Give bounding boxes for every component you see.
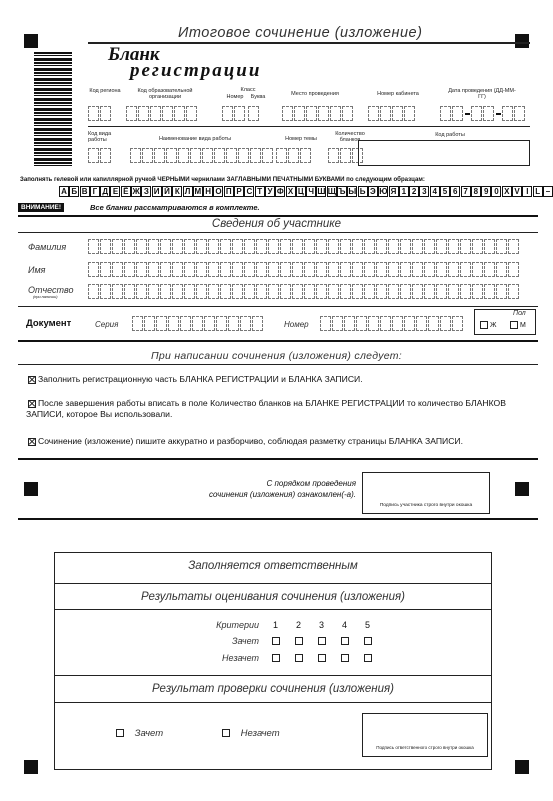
sample-char: Т [255,186,265,197]
letter-cell[interactable] [88,262,99,277]
corner-marker-top-right [515,34,529,48]
sample-char: 1 [399,186,409,197]
pass-criterion-5-checkbox[interactable] [364,637,372,645]
surname-cells[interactable] [88,239,520,254]
responsible-signature-box[interactable] [362,713,488,757]
pass-criterion-3-checkbox[interactable] [318,637,326,645]
letter-cell[interactable] [472,239,483,254]
letter-cell[interactable] [100,284,111,299]
fail-criterion-4-checkbox[interactable] [341,654,349,662]
label-patronymic: Отчество [28,285,74,295]
sample-char: I [522,186,532,197]
sample-char: Б [69,186,79,197]
rules-title-divider [18,364,538,365]
letter-cell[interactable] [256,284,267,299]
sample-char: 6 [450,186,460,197]
sample-char: Я [389,186,399,197]
letter-cell[interactable] [388,262,399,277]
letter-cell[interactable] [484,239,495,254]
letter-cell[interactable] [196,262,207,277]
letter-cell[interactable] [184,262,195,277]
label-series: Серия [95,320,119,329]
letter-cell[interactable] [460,262,471,277]
work-code-box[interactable] [358,140,530,166]
checked-box-icon [28,400,36,408]
letter-cell[interactable] [400,284,411,299]
label-work-type-name: Наименование вида работы [158,136,232,142]
sex-male-option[interactable] [508,321,526,329]
sample-char: 4 [430,186,440,197]
letter-cell[interactable] [448,239,459,254]
check-fail-checkbox[interactable] [222,729,230,737]
sample-char: Ц [296,186,306,197]
letter-cell[interactable] [112,239,123,254]
checked-box-icon [28,376,36,384]
corner-marker-mid-right [515,482,529,496]
letter-cell[interactable] [184,284,195,299]
letter-cell[interactable] [328,262,339,277]
class-number-cells[interactable] [222,106,246,121]
letter-cell[interactable] [88,284,99,299]
sample-char: А [59,186,69,197]
sample-char: Й [162,186,172,197]
letter-cell[interactable] [352,239,363,254]
responsible-signature-label: Подпись ответственного строго внутри окошка [376,745,474,750]
letter-cell[interactable] [376,262,387,277]
participant-section-title: Сведения об участнике [211,218,342,230]
letter-cell[interactable] [508,284,519,299]
criteria-divider [54,609,492,610]
letter-cell[interactable] [148,284,159,299]
sample-char: С [244,186,254,197]
sample-char: В [80,186,90,197]
attention-text: Все бланки рассматриваются в комплекте. [90,203,260,212]
letter-cell[interactable] [112,262,123,277]
fail-criterion-2-checkbox[interactable] [295,654,303,662]
letter-cell[interactable] [424,284,435,299]
label-region-code: Код региона [89,88,121,94]
letter-cell[interactable] [412,239,423,254]
results-row [54,583,492,609]
topic-number-cells[interactable] [276,148,312,163]
letter-cell[interactable] [172,284,183,299]
place-cells[interactable] [282,106,354,121]
participant-top-divider [18,215,538,217]
label-work-type-code: Код вида работы [88,131,112,143]
letter-cell[interactable] [184,239,195,254]
patronymic-cells[interactable] [88,284,520,299]
letter-cell[interactable] [100,262,111,277]
letter-cell[interactable] [352,284,363,299]
letter-cell[interactable] [220,284,231,299]
letter-cell[interactable] [172,239,183,254]
letter-cell[interactable] [388,284,399,299]
ack-bottom-divider [18,518,538,520]
document-divider [18,306,538,307]
rule-item-1: Заполнить регистрационную часть БЛАНКА РЕГИСТРАЦИИ и БЛАНКА ЗАПИСИ. [26,374,536,385]
criteria-block [190,618,379,666]
criterion-4-label: 4 [341,620,347,630]
sample-char: Ъ [338,187,346,196]
fail-criterion-3-checkbox[interactable] [318,654,326,662]
sample-char: Ш [317,187,326,196]
sample-char: Ь [358,186,368,197]
sample-char: 9 [481,186,491,197]
label-surname: Фамилия [28,242,67,252]
letter-cell[interactable] [304,239,315,254]
sample-char: У [265,186,275,197]
label-male: М [520,321,526,329]
letter-cell[interactable] [160,284,171,299]
letter-cell[interactable] [244,262,255,277]
letter-cell[interactable] [508,239,519,254]
corner-marker-bottom-left [24,760,38,774]
series-cells[interactable] [132,316,264,331]
sample-char: Ч [306,186,316,197]
letter-cell[interactable] [160,262,171,277]
corner-marker-bottom-right [515,760,529,774]
sample-char: X [502,186,512,197]
date-dash-2 [496,113,501,115]
letter-cell[interactable] [340,262,351,277]
region-code-cells[interactable] [88,106,112,121]
letter-cell[interactable] [220,262,231,277]
sample-char: Ж [132,187,140,196]
date-cells[interactable] [440,106,526,121]
rules-title: При написании сочинения (изложения) следует: [150,350,403,362]
attention-badge: ВНИМАНИЕ! [18,203,64,212]
room-cells[interactable] [368,106,416,121]
letter-cell[interactable] [436,284,447,299]
sample-char: 3 [419,186,429,197]
letter-cell[interactable] [328,284,339,299]
letter-cell[interactable] [400,262,411,277]
work-type-code-cells[interactable] [88,148,112,163]
criterion-5-label: 5 [364,620,370,630]
sample-char: 5 [440,186,450,197]
letter-cell[interactable] [316,262,327,277]
sample-char: 2 [409,186,419,197]
sample-char: Х [286,186,296,197]
pass-criterion-2-checkbox[interactable] [295,637,303,645]
label-class-letter: Буква [250,94,266,100]
letter-cell[interactable] [280,239,291,254]
label-place: Место проведения [291,91,339,97]
label-check-fail: Незачет [240,728,280,739]
letter-cell[interactable] [88,239,99,254]
label-number: Номер [284,320,309,329]
letter-cell[interactable] [412,284,423,299]
letter-cell[interactable] [424,262,435,277]
sample-char: Г [90,186,100,197]
sample-char: Ё [121,186,131,197]
sample-char: Д [100,186,110,197]
sample-char: З [141,186,151,197]
check-fail-option[interactable] [220,728,280,739]
letter-cell[interactable] [376,239,387,254]
work-type-name-cells[interactable] [130,148,274,163]
letter-cell[interactable] [400,239,411,254]
sample-char: О [215,187,222,196]
sample-char: – [543,186,553,197]
results-title: Результаты оценивания сочинения (изложения) [140,591,406,603]
letter-cell[interactable] [448,262,459,277]
letter-cell[interactable] [148,262,159,277]
letter-cell[interactable] [316,284,327,299]
sex-female-option[interactable] [478,321,496,329]
blank-title-line1: Бланк [108,44,160,65]
letter-cell[interactable] [328,239,339,254]
sample-char: Н [203,186,213,197]
check-title: Результат проверки сочинения (изложения) [152,683,394,695]
letter-cell[interactable] [160,239,171,254]
label-document: Документ [26,318,72,329]
ack-line-1: С порядком проведения [266,479,356,488]
sample-char: 0 [491,186,501,197]
letter-cell[interactable] [496,284,507,299]
responsible-title: Заполняется ответственным [188,560,358,572]
letter-cell[interactable] [472,284,483,299]
letter-cell[interactable] [256,262,267,277]
letter-cell[interactable] [220,239,231,254]
letter-cell[interactable] [340,284,351,299]
label-work-code: Код работы [435,132,465,138]
label-fail-row: Незачет [222,652,259,663]
sample-char: Ю [379,187,388,196]
letter-cell[interactable] [208,239,219,254]
letter-cell[interactable] [436,262,447,277]
rule-item-3: Сочинение (изложение) пишите аккуратно и разборчиво, соблюдая разметку страницы БЛАНКА ЗАПИСИ. [26,436,536,447]
sample-char: Р [234,186,244,197]
letter-cell[interactable] [244,239,255,254]
label-room: Номер кабинета [377,91,419,97]
label-check-pass: Зачет [134,728,164,739]
org-code-cells[interactable] [126,106,198,121]
letter-cell[interactable] [292,239,303,254]
letter-cell[interactable] [496,239,507,254]
letter-cell[interactable] [484,262,495,277]
letter-cell[interactable] [232,284,243,299]
male-checkbox[interactable] [510,321,518,329]
label-pass-row: Зачет [232,635,259,646]
participant-signature-label: Подпись участника строго внутри окошка [379,503,473,508]
letter-cell[interactable] [448,284,459,299]
fail-criterion-5-checkbox[interactable] [364,654,372,662]
label-blanks-count: Количество бланков [335,131,365,143]
letter-cell[interactable] [376,284,387,299]
letter-cell[interactable] [280,262,291,277]
letter-cell[interactable] [136,284,147,299]
letter-cell[interactable] [124,284,135,299]
number-cells[interactable] [320,316,464,331]
letter-cell[interactable] [364,284,375,299]
letter-cell[interactable] [208,284,219,299]
letter-cell[interactable] [268,284,279,299]
letter-cell[interactable] [196,284,207,299]
sample-char: М [194,187,202,196]
participant-title-divider [18,232,538,233]
letter-cell[interactable] [136,262,147,277]
letter-cell[interactable] [124,262,135,277]
criterion-2-label: 2 [295,620,301,630]
letter-cell[interactable] [352,262,363,277]
label-criteria: Критерии [216,620,259,630]
criterion-1-label: 1 [272,620,278,630]
sample-instruction: Заполнять гелевой или капиллярной ручкой ЧЕРНЫМИ чернилами ЗАГЛАВНЫМИ ПЕЧАТНЫМИ БУКВАМИ по следующим образцам: [20,176,425,183]
sample-char: 7 [461,186,471,197]
letter-cell[interactable] [460,239,471,254]
label-org-code: Код образовательной организации [137,88,193,100]
letter-cell[interactable] [268,239,279,254]
sample-char: И [152,186,162,197]
letter-cell[interactable] [100,239,111,254]
sample-char: К [172,186,182,197]
letter-cell[interactable] [412,262,423,277]
check-pass-option[interactable] [114,728,163,739]
letter-cell[interactable] [436,239,447,254]
label-topic-number: Номер темы [285,136,317,142]
letter-cell[interactable] [256,239,267,254]
letter-cell[interactable] [112,284,123,299]
letter-cell[interactable] [148,239,159,254]
letter-cell[interactable] [232,262,243,277]
pass-criterion-4-checkbox[interactable] [341,637,349,645]
rule-item-2: После завершения работы вписать в поле Количество бланков на БЛАНКЕ РЕГИСТРАЦИИ то количество БЛАНКОВ ЗАПИСИ, которое Вы использовали. [26,398,506,419]
corner-marker-mid-left [24,482,38,496]
form-title: Итоговое сочинение (изложение) [178,25,423,41]
class-letter-cells[interactable] [248,106,260,121]
letter-cell[interactable] [124,239,135,254]
letter-cell[interactable] [472,262,483,277]
fail-criterion-1-checkbox[interactable] [272,654,280,662]
sample-char: Щ [327,187,336,196]
sample-char: Ы [348,187,357,196]
letter-cell[interactable] [268,262,279,277]
label-name: Имя [28,265,46,275]
label-date: Дата проведения (ДД-ММ-ГГ) [448,88,516,100]
label-sex: Пол [513,310,526,317]
letter-cell[interactable] [172,262,183,277]
sample-char: Л [183,186,193,197]
blank-title-line2: регистрации [130,60,262,81]
date-dash-1 [465,113,470,115]
barcode [34,52,72,166]
pass-criterion-1-checkbox[interactable] [272,637,280,645]
sample-characters [59,186,553,197]
check-pass-checkbox[interactable] [116,729,124,737]
letter-cell[interactable] [304,262,315,277]
letter-cell[interactable] [364,262,375,277]
check-divider [54,702,492,703]
letter-cell[interactable] [292,262,303,277]
sample-char: Ф [276,187,284,196]
letter-cell[interactable] [460,284,471,299]
female-checkbox[interactable] [480,321,488,329]
corner-marker-top-left [24,34,38,48]
sample-char: Э [368,186,378,197]
ack-line-2: сочинения (изложения) ознакомлен(-а). [209,490,356,499]
ack-top-divider [18,458,538,460]
checked-box-icon [28,438,36,446]
letter-cell[interactable] [136,239,147,254]
sample-char: V [512,186,522,197]
letter-cell[interactable] [196,239,207,254]
letter-cell[interactable] [232,239,243,254]
letter-cell[interactable] [304,284,315,299]
sample-char: L [533,186,543,197]
letter-cell[interactable] [292,284,303,299]
criterion-3-label: 3 [318,620,324,630]
sample-char: П [224,186,234,197]
letter-cell[interactable] [340,239,351,254]
letter-cell[interactable] [208,262,219,277]
label-class: Класс [240,87,256,93]
sample-char: 8 [471,186,481,197]
name-cells[interactable] [88,262,520,277]
row-divider [88,126,530,127]
sample-char: Е [110,186,120,197]
label-female: Ж [490,321,497,329]
letter-cell[interactable] [496,262,507,277]
label-class-number: Номер [226,94,244,100]
letter-cell[interactable] [508,262,519,277]
letter-cell[interactable] [424,239,435,254]
letter-cell[interactable] [316,239,327,254]
letter-cell[interactable] [364,239,375,254]
letter-cell[interactable] [280,284,291,299]
check-row [54,675,492,702]
label-patronymic-note: (при наличии) [33,295,58,299]
letter-cell[interactable] [388,239,399,254]
letter-cell[interactable] [484,284,495,299]
rules-top-divider [18,340,538,342]
letter-cell[interactable] [244,284,255,299]
